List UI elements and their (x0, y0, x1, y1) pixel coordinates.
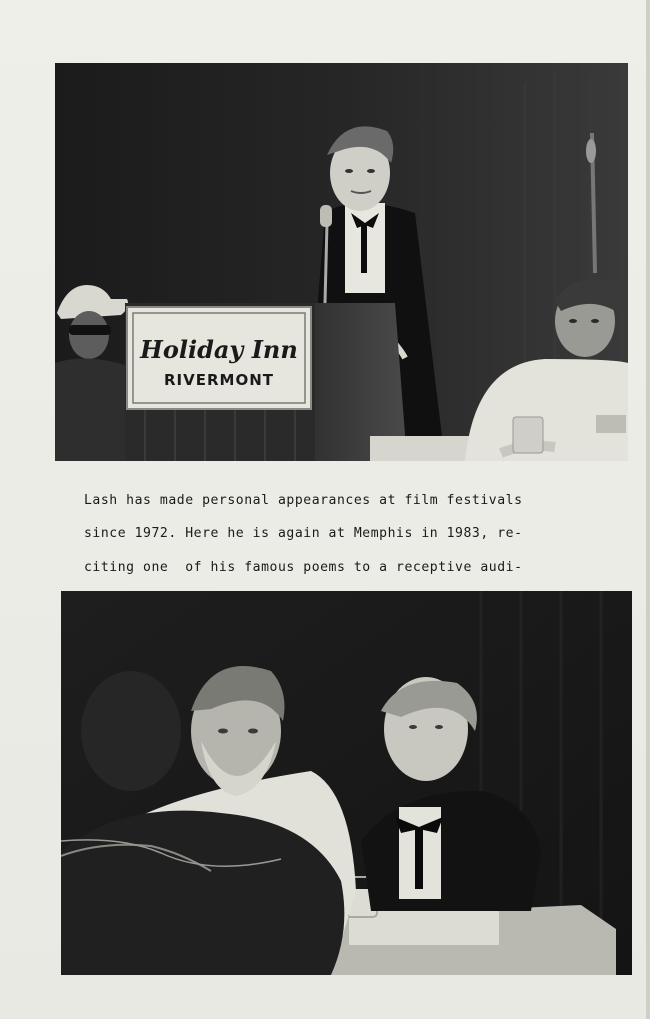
photo-festival-podium (55, 63, 628, 461)
page-edge (646, 0, 650, 1019)
person-hat-left (55, 285, 131, 461)
podium (125, 303, 407, 461)
caption-line: Lash has made personal appearances at film festivals (84, 492, 523, 508)
podium-sign-location: RIVERMONT (163, 371, 275, 389)
photo-podium-scene (55, 63, 628, 461)
photo-banquet-conversation (61, 591, 632, 975)
caption-line: since 1972. Here he is again at Memphis in 1983, re- (84, 526, 523, 542)
caption-line: citing one of his famous poems to a receptive audi- (84, 560, 523, 576)
photo-banquet-scene (61, 591, 632, 975)
podium-sign-hotel-name: Holiday Inn (140, 335, 298, 364)
